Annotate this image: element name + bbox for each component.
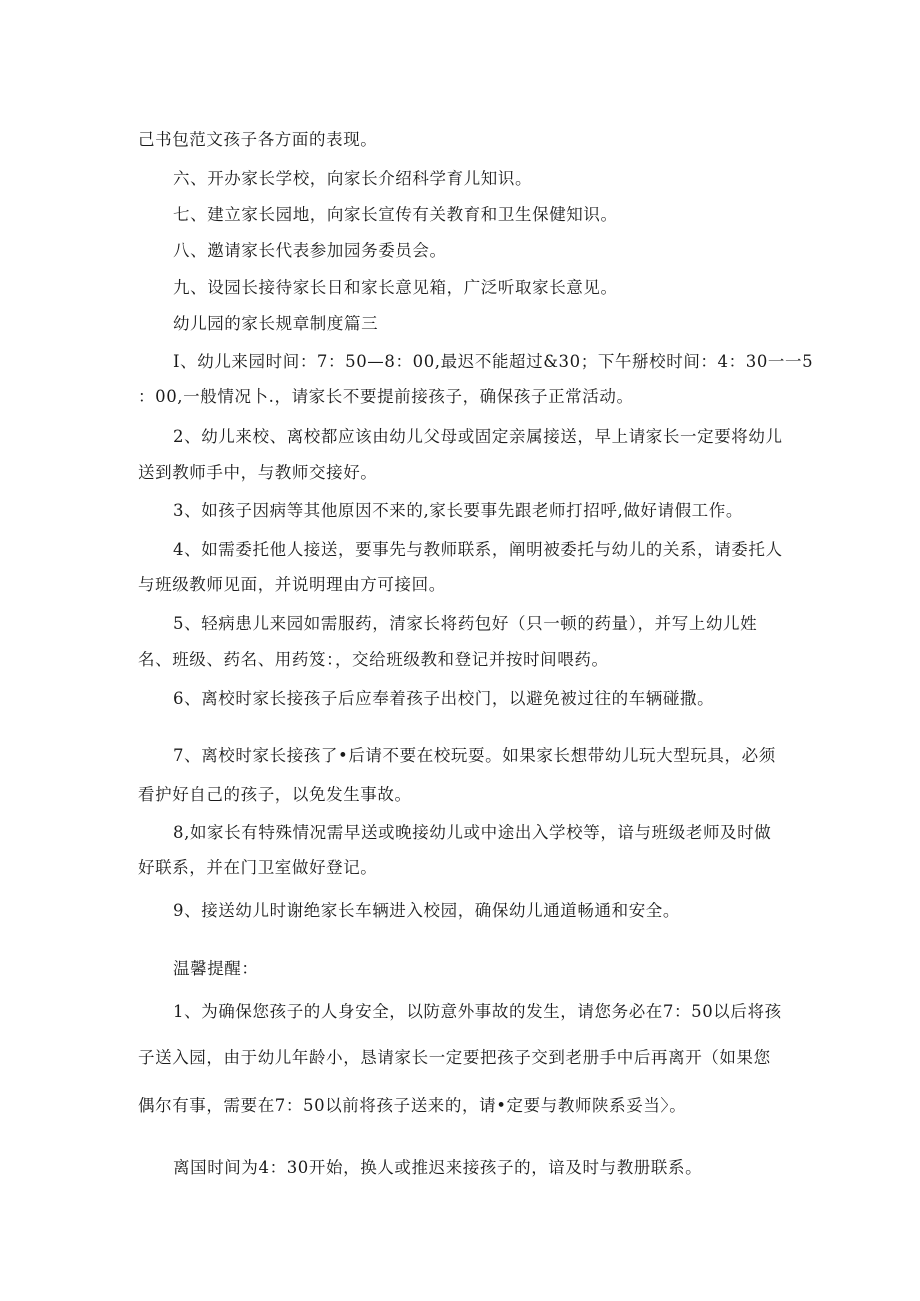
section-heading: 温馨提醒： — [173, 959, 259, 978]
text-line: 8,如家长有特殊情况需早送或晚接幼儿或中途出入学校等，谙与班级老师及时做 — [173, 823, 772, 842]
text-line: 偶尔有事，需要在7：50以前将孩子送来的，请•定要与教师陕系妥当〉。 — [138, 1096, 687, 1115]
text-line: 6、离校时家长接孩子后应奉着孩子出校门，以避免被过往的车辆碰撒。 — [173, 689, 715, 708]
text-line: 5、轻病患儿来园如需服药，清家长将药包好（只一顿的药量），并写上幼儿姓 — [173, 614, 758, 633]
text-line: 子送入园，由于幼儿年龄小，恳请家长一定要把孩子交到老册手中后再离开（如果您 — [138, 1048, 771, 1067]
text-line: 9、接送幼儿时谢绝家长车辆进入校园，确保幼儿通道畅通和安全。 — [173, 901, 680, 920]
text-line: 7、离校时家长接孩了•后请不要在校玩耍。如果家长想带幼儿玩大型玩具，必须 — [173, 746, 776, 765]
text-line: 七、建立家长园地，向家长宣传有关教育和卫生保健知识。 — [173, 205, 618, 224]
text-line: 八、邀请家长代表参加园务委员会。 — [173, 241, 447, 260]
text-line: 好联系，并在门卫室做好登记。 — [138, 858, 378, 877]
text-line: ：00,一般情况卜.，请家长不要提前接孩子，确保孩子正常活动。 — [138, 387, 634, 406]
text-line: 4、如需委托他人接送，要事先与教师联系，阐明被委托与幼儿的关系，请委托人 — [173, 540, 783, 559]
text-line: 己书包范文孩子各方面的表现。 — [138, 130, 378, 149]
text-line: 六、开办家长学校，向家长介绍科学育儿知识。 — [173, 169, 533, 188]
text-line: 看护好自己的孩子，以免发生事故。 — [138, 785, 412, 804]
text-line: 3、如孩子因病等其他原因不来的,家长要事先跟老师打招呼,做好请假工作。 — [173, 501, 743, 520]
text-line: 九、设园长接待家长日和家长意见箱，广泛听取家长意见。 — [173, 278, 618, 297]
section-heading: 幼儿园的家长规章制度篇三 — [173, 314, 379, 333]
text-line: 名、班级、药名、用药笈：，交给班级教和登记并按时间喂药。 — [138, 650, 609, 669]
text-line: 2、幼儿来校、离校都应该由幼儿父母或固定亲属接送，早上请家长一定要将幼儿 — [173, 427, 783, 446]
text-line: 与班级教师见面，并说明理由方可接回。 — [138, 575, 446, 594]
text-line: 离国时间为4：30开始，换人或推迟来接孩子的，谙及时与教册联系。 — [173, 1158, 703, 1177]
text-line: 1、为确保您孩子的人身安全，以防意外事故的发生，请您务必在7：50以后将孩 — [173, 1002, 782, 1021]
text-line: 送到教师手中，与教师交接好。 — [138, 463, 378, 482]
text-line: I、幼儿来园时间：7：50—8：00,最迟不能超过&30；下午掰校时间：4：30一一5 — [173, 352, 814, 371]
